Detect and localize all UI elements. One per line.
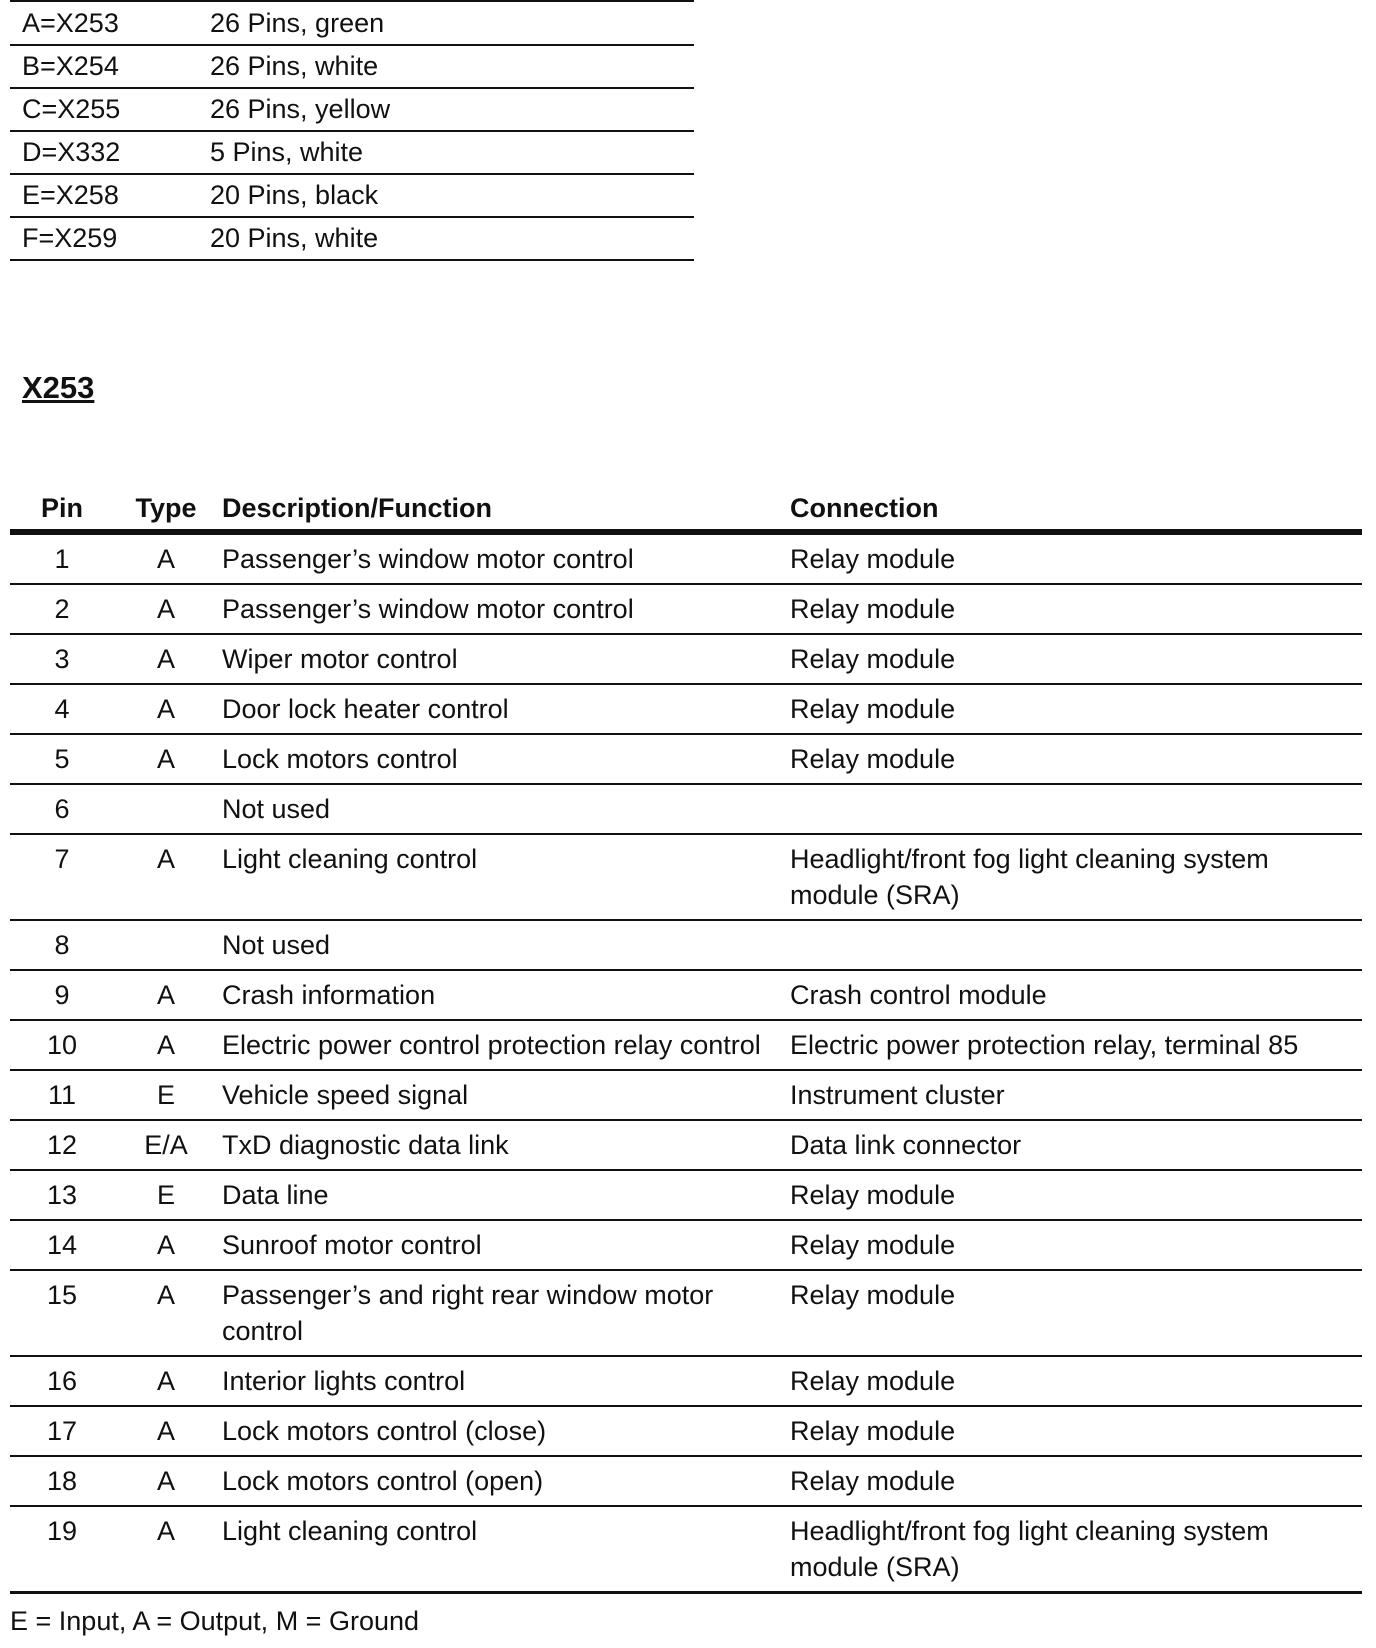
connector-row xyxy=(10,46,694,89)
header-pin: Pin xyxy=(40,492,83,523)
connection-cell: Relay module xyxy=(790,1280,956,1310)
type-cell xyxy=(114,927,218,963)
pin-cell: 19 xyxy=(46,1516,78,1546)
connector-row xyxy=(10,132,694,175)
table-row xyxy=(10,1457,1362,1507)
description-cell: Crash information xyxy=(222,980,436,1010)
pin-table-body xyxy=(10,535,1362,1594)
connection-cell: Relay module xyxy=(790,1416,956,1446)
legend: E = Input, A = Output, M = Ground xyxy=(10,1606,420,1636)
connector-table xyxy=(10,0,694,261)
connector-row xyxy=(10,218,694,261)
connection-cell: Crash control module xyxy=(790,980,1047,1010)
connection-cell: Headlight/front fog light cleaning system module (SRA) xyxy=(790,1516,1269,1582)
connection-cell: Electric power protection relay, terminal 85 xyxy=(790,1030,1299,1060)
connection-cell: Headlight/front fog light cleaning system module (SRA) xyxy=(790,844,1269,910)
description-cell: Vehicle speed signal xyxy=(222,1080,469,1110)
connector-id: F=X259 xyxy=(22,223,118,253)
connection-cell: Data link connector xyxy=(790,1130,1022,1160)
connection-cell: Relay module xyxy=(790,744,956,774)
connection-cell: Relay module xyxy=(790,1466,956,1496)
description-cell: Passenger’s window motor control xyxy=(222,594,634,624)
pin-cell: 1 xyxy=(54,544,70,574)
connection-cell: Relay module xyxy=(790,694,956,724)
connector-row xyxy=(10,0,694,46)
description-cell: Sunroof motor control xyxy=(222,1230,482,1260)
connector-description: 20 Pins, black xyxy=(210,180,379,210)
table-row xyxy=(10,1507,1362,1594)
connector-description: 5 Pins, white xyxy=(210,137,364,167)
pin-cell: 2 xyxy=(54,594,70,624)
pin-table-header xyxy=(10,487,1362,535)
pin-cell: 9 xyxy=(54,980,70,1010)
type-cell: A xyxy=(156,1516,175,1546)
description-cell: TxD diagnostic data link xyxy=(222,1130,509,1160)
type-cell: A xyxy=(156,694,175,724)
pin-cell: 18 xyxy=(46,1466,78,1496)
description-cell: Not used xyxy=(222,794,331,824)
type-cell: E xyxy=(156,1180,175,1210)
connector-id: C=X255 xyxy=(22,94,121,124)
connector-description: 26 Pins, green xyxy=(210,7,385,38)
connection-cell: Instrument cluster xyxy=(790,1080,1005,1110)
description-cell: Light cleaning control xyxy=(222,844,478,874)
description-cell: Passenger’s window motor control xyxy=(222,544,634,574)
type-cell: A xyxy=(156,1230,175,1260)
type-cell: A xyxy=(156,744,175,774)
table-row xyxy=(10,1221,1362,1271)
type-cell: A xyxy=(156,644,175,674)
connection-cell: Relay module xyxy=(790,594,956,624)
pin-cell: 14 xyxy=(46,1230,78,1260)
description-cell: Lock motors control (close) xyxy=(222,1416,547,1446)
pin-table xyxy=(10,487,1362,1594)
connection-cell: Relay module xyxy=(790,644,956,674)
pin-cell: 7 xyxy=(54,844,70,874)
table-row xyxy=(10,1407,1362,1457)
pin-cell: 15 xyxy=(46,1280,78,1310)
type-cell: E/A xyxy=(144,1130,188,1160)
table-row xyxy=(10,1171,1362,1221)
connector-row xyxy=(10,89,694,132)
type-cell: A xyxy=(156,980,175,1010)
connection-cell: Relay module xyxy=(790,1366,956,1396)
type-cell: A xyxy=(156,1030,175,1060)
type-cell: A xyxy=(156,594,175,624)
table-row xyxy=(10,585,1362,635)
table-row xyxy=(10,1071,1362,1121)
description-cell: Door lock heater control xyxy=(222,694,509,724)
pin-cell: 5 xyxy=(54,744,70,774)
type-cell: A xyxy=(156,544,175,574)
header-connection: Connection xyxy=(790,492,939,523)
type-cell: A xyxy=(156,1416,175,1446)
pin-cell: 17 xyxy=(46,1416,78,1446)
description-cell: Data line xyxy=(222,1180,329,1210)
connection-cell: Relay module xyxy=(790,1230,956,1260)
type-cell xyxy=(114,791,218,827)
header-description: Description/Function xyxy=(222,492,492,523)
description-cell: Lock motors control (open) xyxy=(222,1466,544,1496)
table-row xyxy=(10,1271,1362,1357)
pin-cell: 16 xyxy=(46,1366,78,1396)
pin-cell: 10 xyxy=(46,1030,78,1060)
connection-cell: Relay module xyxy=(790,1180,956,1210)
pin-cell: 13 xyxy=(46,1180,78,1210)
header-type: Type xyxy=(135,492,197,523)
pin-cell: 3 xyxy=(54,644,70,674)
table-row xyxy=(10,785,1362,835)
type-cell: A xyxy=(156,844,175,874)
type-cell: A xyxy=(156,1366,175,1396)
pin-cell: 4 xyxy=(54,694,70,724)
table-row xyxy=(10,921,1362,971)
table-row xyxy=(10,1357,1362,1407)
description-cell: Interior lights control xyxy=(222,1366,466,1396)
section-title: X253 xyxy=(22,370,95,405)
connector-id: D=X332 xyxy=(22,137,121,167)
table-row xyxy=(10,635,1362,685)
pin-cell: 11 xyxy=(47,1080,77,1110)
connector-id: B=X254 xyxy=(22,51,119,81)
pin-cell: 12 xyxy=(46,1130,78,1160)
table-row xyxy=(10,535,1362,585)
type-cell: E xyxy=(156,1080,175,1110)
connection-cell xyxy=(790,927,1362,963)
connector-id: E=X258 xyxy=(22,180,119,210)
connector-id: A=X253 xyxy=(22,7,119,38)
description-cell: Wiper motor control xyxy=(222,644,458,674)
connector-description: 20 Pins, white xyxy=(210,223,379,253)
table-row xyxy=(10,685,1362,735)
description-cell: Not used xyxy=(222,930,331,960)
connector-row xyxy=(10,175,694,218)
description-cell: Passenger’s and right rear window motor control xyxy=(222,1280,714,1346)
type-cell: A xyxy=(156,1466,175,1496)
table-row xyxy=(10,835,1362,921)
pin-cell: 6 xyxy=(54,794,70,824)
connection-cell: Relay module xyxy=(790,544,956,574)
pin-cell: 8 xyxy=(54,930,70,960)
description-cell: Lock motors control xyxy=(222,744,458,774)
table-row xyxy=(10,1121,1362,1171)
connector-description: 26 Pins, yellow xyxy=(210,94,391,124)
connection-cell xyxy=(790,791,1362,827)
table-row xyxy=(10,1021,1362,1071)
description-cell: Electric power control protection relay control xyxy=(222,1030,761,1060)
description-cell: Light cleaning control xyxy=(222,1516,478,1546)
table-row xyxy=(10,735,1362,785)
table-row xyxy=(10,971,1362,1021)
type-cell: A xyxy=(156,1280,175,1310)
connector-description: 26 Pins, white xyxy=(210,51,379,81)
